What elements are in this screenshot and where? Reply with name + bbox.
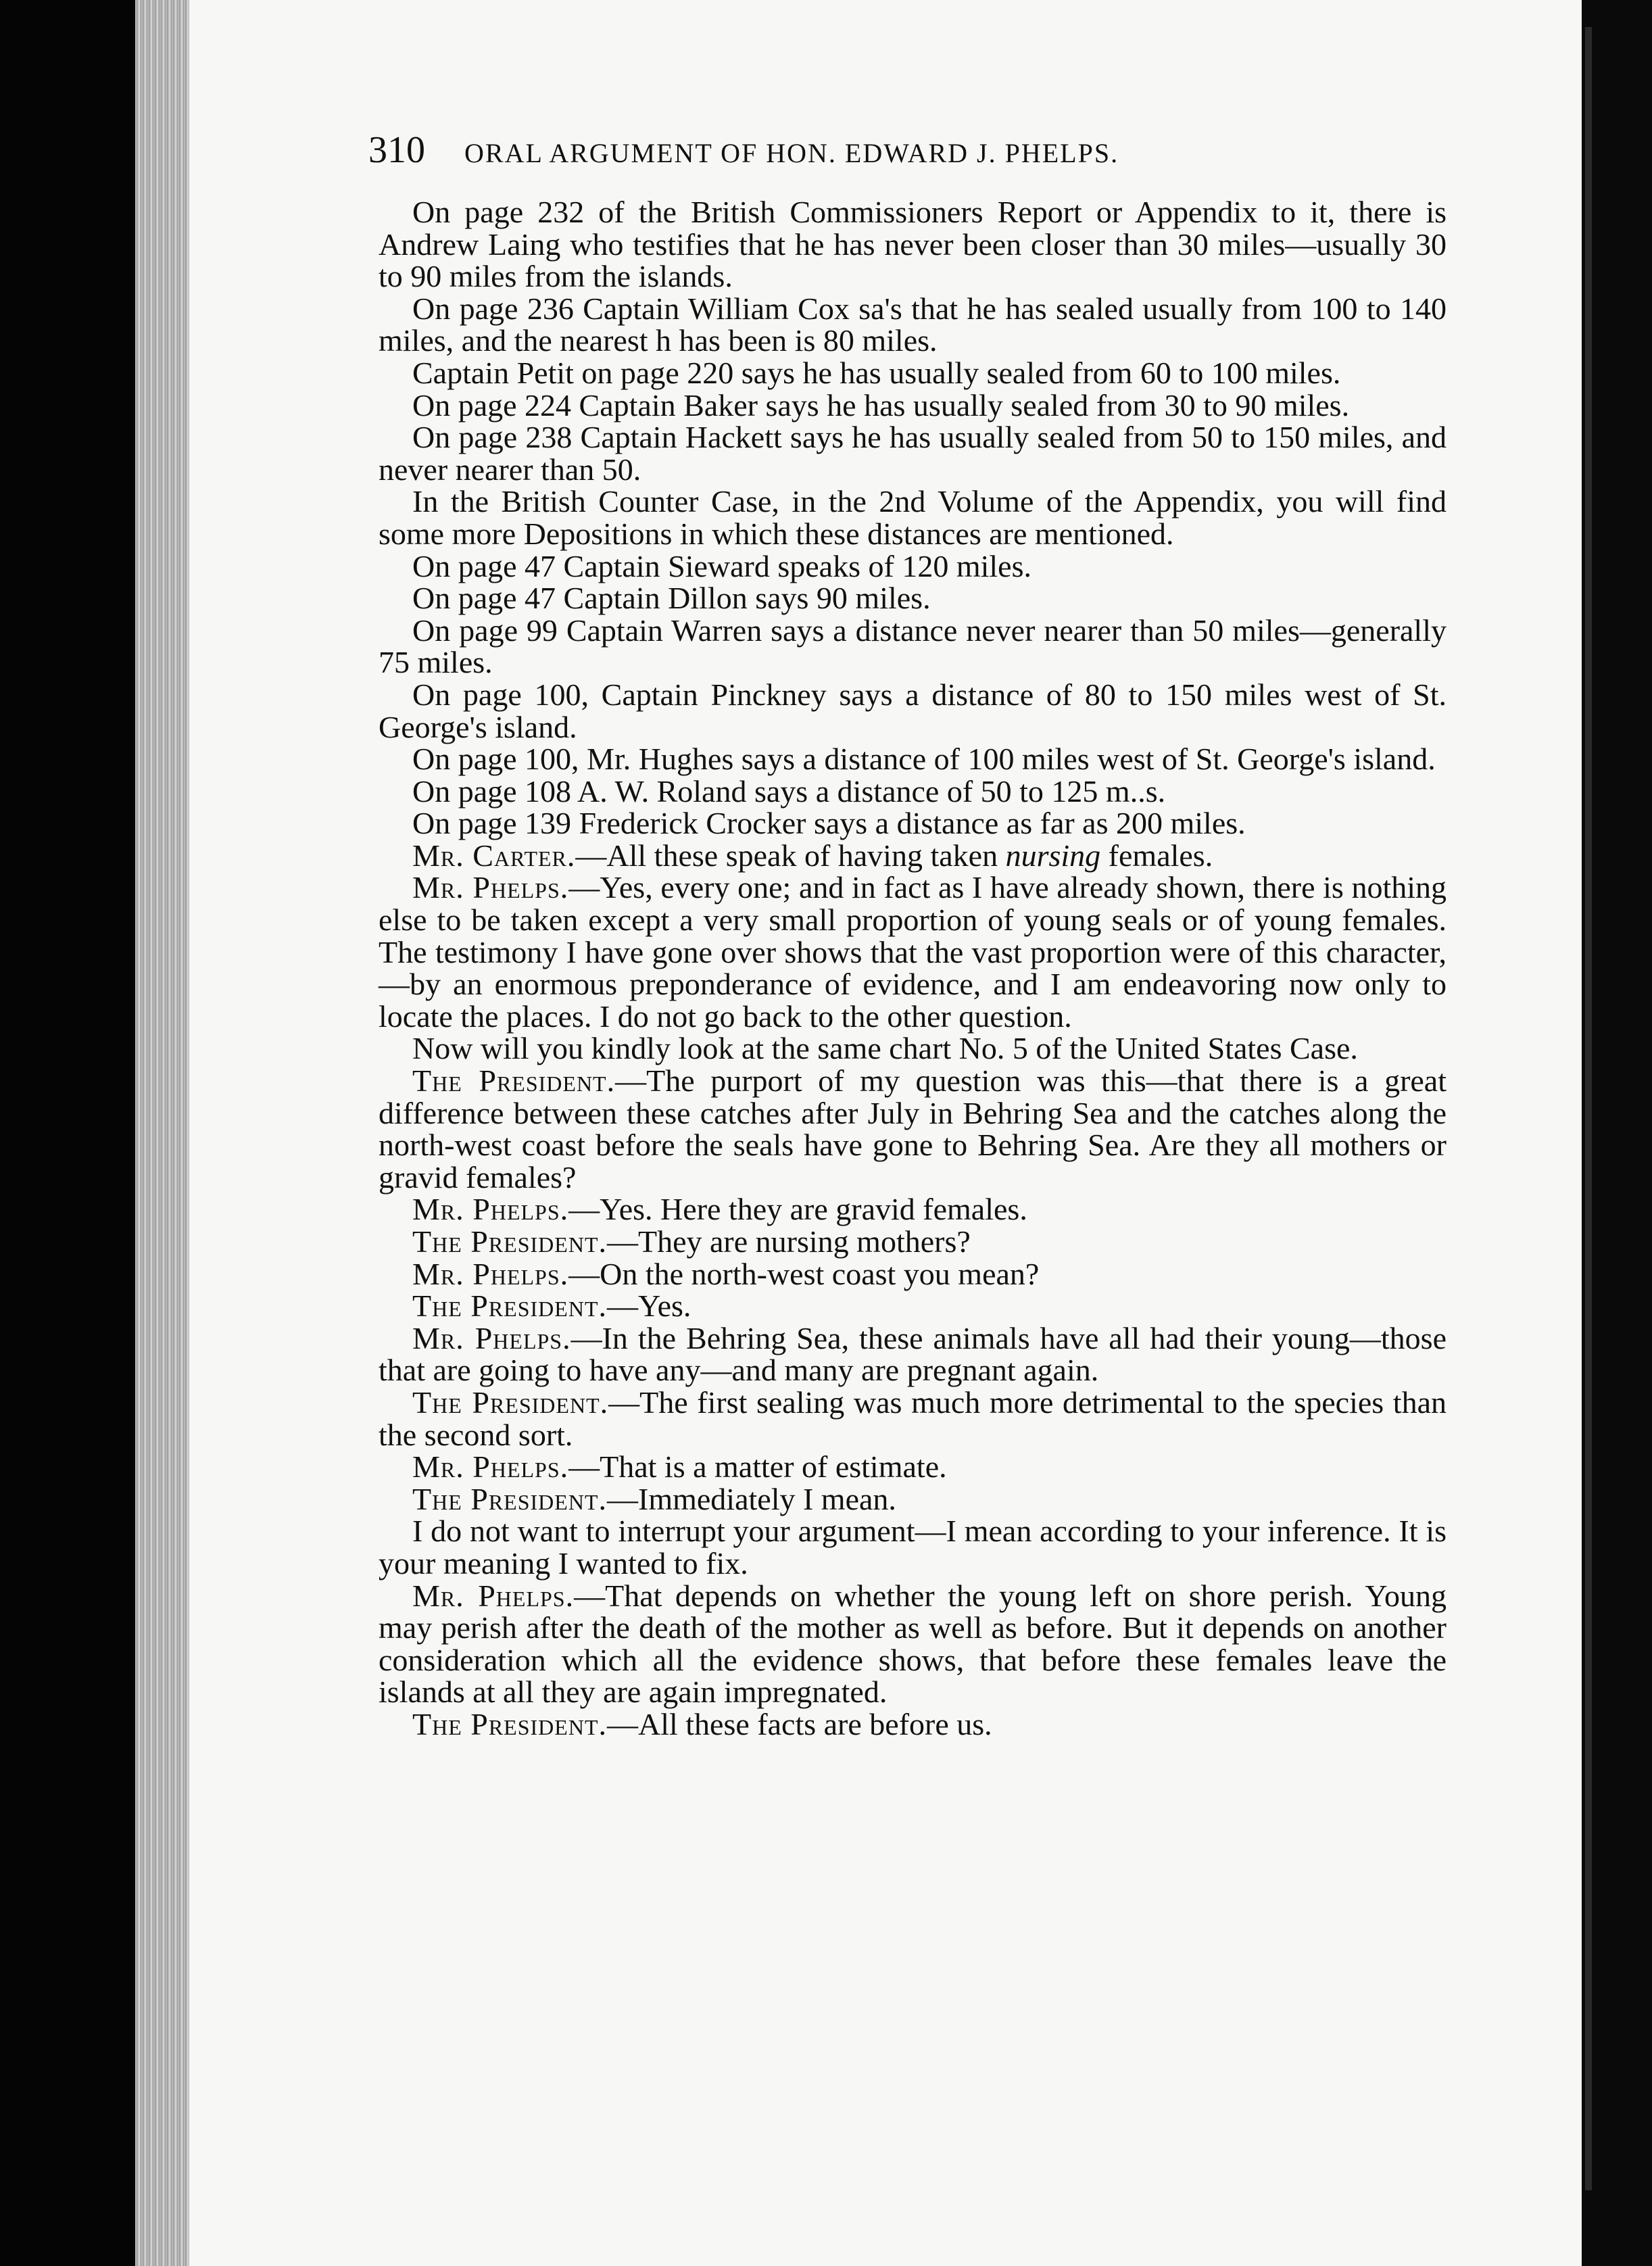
paragraph (379, 1451, 1447, 1483)
paragraph (379, 679, 1447, 743)
paragraph (379, 550, 1447, 583)
paragraph-text: —In the Behring Sea, these animals have all had their young—those that are going to have any—and many are pregnant again. (379, 1320, 1447, 1388)
paragraph (379, 196, 1447, 293)
paragraph-text: On page 100, Captain Pinckney says a distance of 80 to 150 miles west of St. George's island. (379, 677, 1447, 744)
paragraph-text: I do not want to interrupt your argument—I mean according to your inference. It is your meaning I wanted to fix. (379, 1514, 1447, 1581)
paragraph-text: —Yes, every one; and in fact as I have already shown, there is nothing else to be taken except a very small proportion of young seals or of young females. The testimony I have gone over shows that the vast proportion were of this character,—by an enormous preponderance of evidence, and I am endeavoring now only to locate the places. I do not go back to the other question. (379, 870, 1447, 1034)
paragraph-text: On page 47 Captain Sieward speaks of 120 miles. (412, 548, 1031, 583)
paragraph-text: On page 108 A. W. Roland says a distance of 50 to 125 m..s. (412, 773, 1166, 809)
paragraph-text: —They are nursing mothers? (607, 1224, 971, 1259)
paragraph (379, 1193, 1447, 1226)
speaker-name: Mr. Phelps. (412, 870, 569, 905)
paragraph-text: Now will you kindly look at the same chart No. 5 of the United States Case. (412, 1031, 1358, 1066)
paragraph (379, 1032, 1447, 1065)
speaker-name: The President. (412, 1063, 616, 1099)
paragraph-text: In the British Counter Case, in the 2nd Volume of the Appendix, you will find some more Depositions in which these distances are mentioned. (379, 484, 1447, 551)
paragraph (379, 1708, 1447, 1741)
paragraph-text: —All these facts are before us. (607, 1706, 992, 1741)
paragraph-text: —On the north-west coast you mean? (568, 1256, 1040, 1291)
paragraph-text: On page 99 Captain Warren says a distance never nearer than 50 miles—generally 75 miles. (379, 612, 1447, 680)
speaker-name: The President. (412, 1384, 609, 1420)
speaker-name: The President. (412, 1706, 607, 1741)
paragraph-text: On page 139 Frederick Crocker says a distance as far as 200 miles. (412, 806, 1246, 841)
speaker-name: The President. (412, 1288, 607, 1324)
paragraph (379, 1483, 1447, 1516)
paragraph (379, 614, 1447, 679)
paragraph-text: On page 224 Captain Baker says he has usually sealed from 30 to 90 miles. (412, 387, 1350, 423)
speaker-name: The President. (412, 1224, 607, 1259)
book-page-edges (135, 0, 196, 2266)
paragraph-text: —Yes. Here they are gravid females. (568, 1192, 1027, 1227)
page-number: 310 (368, 129, 425, 171)
emphasized-word: nursing (1005, 838, 1101, 873)
paragraph (379, 1258, 1447, 1291)
paragraph (379, 357, 1447, 389)
paragraph (379, 1290, 1447, 1322)
book-binding-edge (1585, 27, 1592, 2190)
paragraph (379, 293, 1447, 357)
running-head: ORAL ARGUMENT OF HON. EDWARD J. PHELPS. (464, 138, 1119, 168)
paragraph-text: —That depends on whether the young left on shore perish. Young may perish after the death of the mother as well as before. But it depends on another consideration which all the evidence shows, that before these females leave the islands at all they are again impregnated. (379, 1578, 1447, 1710)
paragraph (379, 389, 1447, 422)
speaker-name: Mr. Phelps. (412, 1320, 571, 1355)
paragraph-text: On page 47 Captain Dillon says 90 miles. (412, 581, 931, 616)
speaker-name: Mr. Phelps. (412, 1578, 575, 1613)
paragraph-text: —Immediately I mean. (607, 1481, 896, 1516)
paragraph (379, 775, 1447, 808)
paragraph-text: On page 100, Mr. Hughes says a distance of 100 miles west of St. George's island. (412, 742, 1436, 777)
body-text (379, 196, 1447, 1741)
paragraph-text: On page 236 Captain William Cox sa's that he has sealed usually from 100 to 140 miles, and the nearest h has been is 80 miles. (379, 291, 1447, 358)
paragraph-text: —The first sealing was much more detrimental to the species than the second sort. (379, 1384, 1447, 1452)
paragraph (379, 840, 1447, 872)
paragraph (379, 807, 1447, 840)
page-header (368, 128, 1531, 172)
speaker-name: Mr. Phelps. (412, 1256, 569, 1291)
paragraph (379, 485, 1447, 550)
paragraph-text: On page 232 of the British Commissioners Report or Appendix to it, there is Andrew Laing who testifies that he has never been closer than 30 miles—usually 30 to 90 miles from the islands. (379, 195, 1447, 294)
paragraph (379, 1384, 1447, 1452)
paragraph (379, 582, 1447, 614)
paragraph (379, 1226, 1447, 1258)
speaker-name: Mr. Phelps. (412, 1192, 569, 1227)
paragraph (379, 421, 1447, 485)
paragraph-text: —All these speak of having taken (575, 838, 1006, 873)
paragraph-text: —Yes. (607, 1288, 691, 1324)
paragraph (379, 1065, 1447, 1193)
paragraph (379, 1322, 1447, 1387)
speaker-name: Mr. Phelps. (412, 1449, 569, 1485)
paragraph (379, 743, 1447, 775)
paragraph-text: —That is a matter of estimate. (568, 1449, 947, 1485)
speaker-name: Mr. Carter. (412, 838, 576, 873)
paragraph-text: females. (1100, 838, 1213, 873)
paragraph (379, 1515, 1447, 1579)
paragraph (379, 1580, 1447, 1708)
paragraph-text: On page 238 Captain Hackett says he has usually sealed from 50 to 150 miles, and never nearer than 50. (379, 420, 1447, 487)
speaker-name: The President. (412, 1481, 607, 1516)
scan-right-border (1582, 0, 1652, 2266)
paragraph (379, 871, 1447, 1032)
paragraph-text: Captain Petit on page 220 says he has usually sealed from 60 to 100 miles. (412, 355, 1341, 390)
paragraph-text: —The purport of my question was this—that there is a great difference between these catches after July in Behring Sea and the catches along the north-west coast before the seals have gone to Behring Sea. Are they all mothers or gravid females? (379, 1063, 1447, 1195)
